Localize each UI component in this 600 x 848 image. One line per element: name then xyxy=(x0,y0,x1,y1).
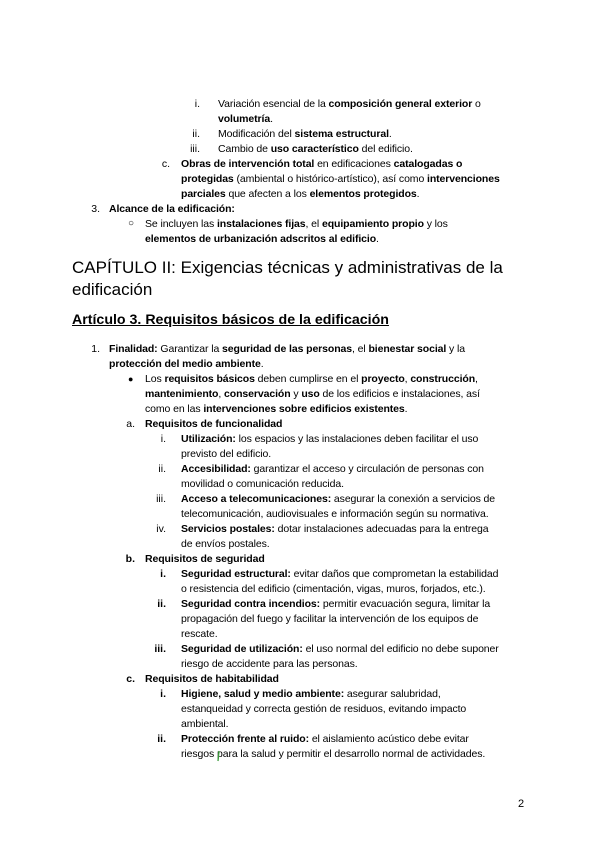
list-marker: iii. xyxy=(190,143,200,155)
list-marker: ii. xyxy=(157,733,166,745)
list-item-finalidad-cont: protección del medio ambiente. xyxy=(109,358,264,370)
list-marker: i. xyxy=(160,433,166,445)
list-item-telecomunicaciones-cont: telecomunicación, audiovisuales e información según su normativa. xyxy=(181,508,489,520)
list-item-accesibilidad-cont: movilidad o comunicación reducida. xyxy=(181,478,344,490)
list-item-ruido: Protección frente al ruido: el aislamiento acústico debe evitar xyxy=(181,733,469,745)
list-item-telecomunicaciones: Acceso a telecomunicaciones: asegurar la conexión a servicios de xyxy=(181,493,496,505)
list-marker: iii. xyxy=(154,643,166,655)
list-item-seguridad-estructural-cont: o resistencia del edificio (cimentación, vigas, muros, forjados, etc.). xyxy=(181,583,486,595)
list-item-postales-cont: de envíos postales. xyxy=(181,538,270,550)
list-item-seguridad-estructural: Seguridad estructural: evitar daños que comprometan la estabilidad xyxy=(181,568,499,580)
list-marker: c. xyxy=(161,158,170,170)
list-item-postales: Servicios postales: dotar instalaciones adecuadas para la entrega xyxy=(181,523,489,535)
list-marker: 3. xyxy=(91,203,100,215)
section-seguridad: Requisitos de seguridad xyxy=(145,553,265,565)
list-item-instalaciones: Se incluyen las instalaciones fijas, el equipamiento propio y los xyxy=(145,218,448,230)
text-cursor-icon xyxy=(215,750,223,762)
section-habitabilidad: Requisitos de habitabilidad xyxy=(145,673,279,685)
list-item-composicion-cont: volumetría. xyxy=(218,113,273,125)
list-item-higiene-cont2: ambiental. xyxy=(181,718,229,730)
list-item-higiene-cont: estanqueidad y correcta gestión de residuos, evitando impacto xyxy=(181,703,467,715)
list-item-incendios-cont2: rescate. xyxy=(181,628,218,640)
page-number: 2 xyxy=(518,798,525,810)
list-item-incendios: Seguridad contra incendios: permitir evacuación segura, limitar la xyxy=(181,598,491,610)
list-item-ruido-cont: riesgos para la salud y permitir el desarrollo normal de actividades. xyxy=(181,748,486,760)
list-item-higiene: Higiene, salud y medio ambiente: asegurar salubridad, xyxy=(181,688,441,700)
list-marker: i. xyxy=(194,98,200,110)
list-item-utilizacion-segura: Seguridad de utilización: el uso normal del edificio no debe suponer xyxy=(181,643,499,655)
list-item-incendios-cont: propagación del fuego y facilitar la intervención de los equipos de xyxy=(181,613,479,625)
list-marker: c. xyxy=(126,673,135,685)
list-marker: ii. xyxy=(158,463,166,475)
bullet-hollow: ○ xyxy=(128,218,135,229)
list-item-sistema: Modificación del sistema estructural. xyxy=(218,128,392,140)
list-marker: ii. xyxy=(192,128,200,140)
list-item-utilizacion: Utilización: los espacios y las instalaciones deben facilitar el uso xyxy=(181,433,479,445)
section-funcionalidad: Requisitos de funcionalidad xyxy=(145,418,283,430)
list-marker: iv. xyxy=(156,523,166,535)
list-marker: a. xyxy=(126,418,135,430)
list-item-obras-cont: protegidas (ambiental o histórico-artístico), así como intervenciones xyxy=(181,173,500,185)
list-item-obras-cont2: parciales que afecten a los elementos protegidos. xyxy=(181,188,420,200)
list-item-utilizacion-segura-cont: riesgo de accidente para las personas. xyxy=(181,658,358,670)
list-item-finalidad: Finalidad: Garantizar la seguridad de las personas, el bienestar social y la xyxy=(109,343,465,355)
list-marker: i. xyxy=(160,688,166,700)
list-item-alcance: Alcance de la edificación: xyxy=(109,203,235,215)
list-item-uso: Cambio de uso característico del edificio. xyxy=(218,143,413,155)
list-item-instalaciones-cont: elementos de urbanización adscritos al edificio. xyxy=(145,233,379,245)
list-marker: i. xyxy=(160,568,166,580)
list-item-requisitos-cont: mantenimiento, conservación y uso de los edificios e instalaciones, así xyxy=(145,388,480,400)
list-item-obras: Obras de intervención total en edificaciones catalogadas o xyxy=(181,158,463,170)
chapter-heading-cont: edificación xyxy=(72,280,153,299)
list-marker: 1. xyxy=(91,343,100,355)
list-item-requisitos: Los requisitos básicos deben cumplirse en el proyecto, construcción, xyxy=(145,373,478,385)
list-marker: b. xyxy=(125,553,135,565)
chapter-heading: CAPÍTULO II: Exigencias técnicas y administrativas de la xyxy=(72,258,503,277)
list-marker: iii. xyxy=(156,493,166,505)
list-item-accesibilidad: Accesibilidad: garantizar el acceso y circulación de personas con xyxy=(181,463,484,475)
list-marker: ii. xyxy=(157,598,166,610)
list-item-requisitos-cont2: como en las intervenciones sobre edificios existentes. xyxy=(145,403,408,415)
list-item-utilizacion-cont: previsto del edificio. xyxy=(181,448,272,460)
list-item-composicion: Variación esencial de la composición general exterior o xyxy=(218,98,481,110)
bullet-solid: ● xyxy=(128,374,134,384)
article-heading: Artículo 3. Requisitos básicos de la edificación xyxy=(72,312,389,328)
